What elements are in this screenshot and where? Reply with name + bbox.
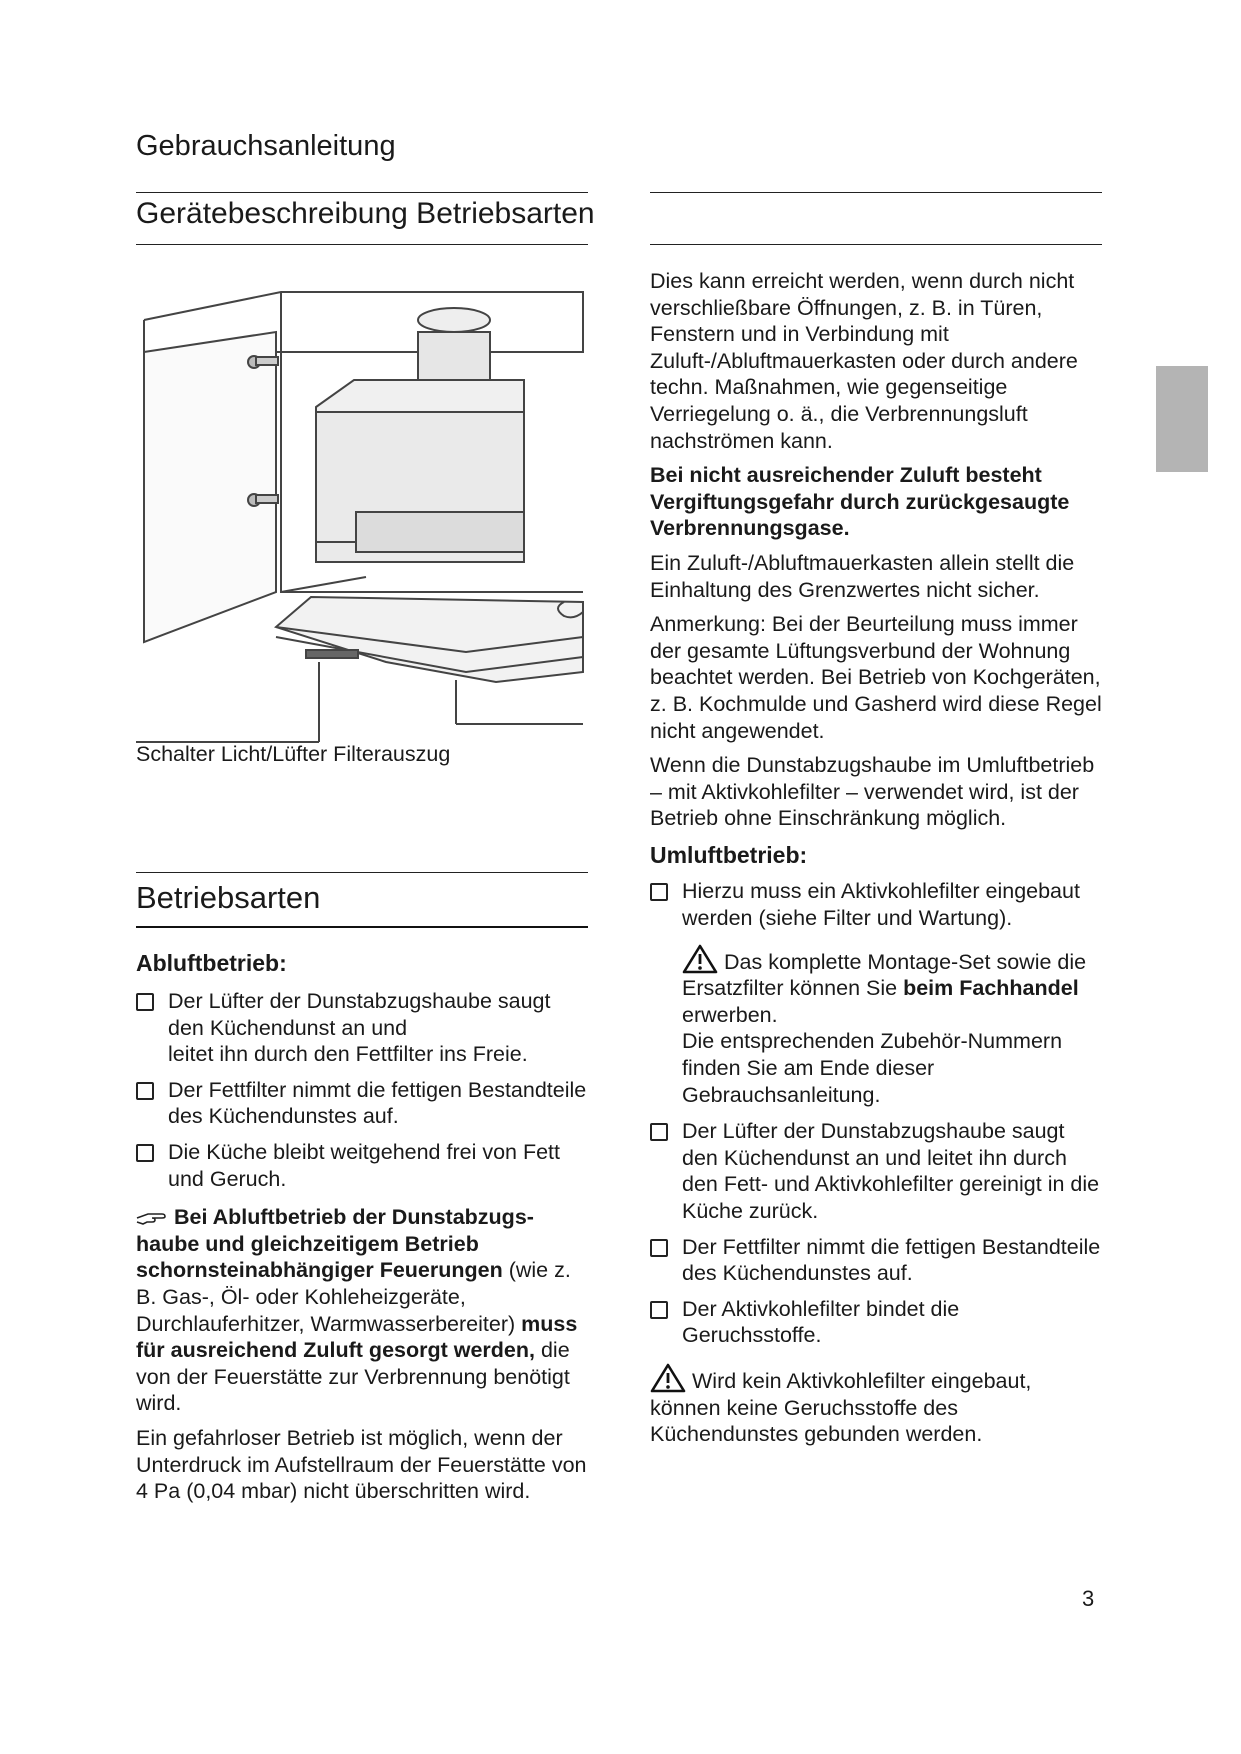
filter-drawer (276, 597, 583, 682)
checkbox-icon (136, 993, 154, 1011)
list-item: Der Lüfter der Dunstabzugshaube saugt den Küchendunst an und leitet ihn durch den Fettfilter ins Freie. (136, 988, 588, 1068)
paragraph: Ein Zuluft-/Abluftmauerkasten allein stellt die Einhaltung des Grenzwertes nicht sicher. (650, 550, 1075, 602)
list-item: Der Fettfilter nimmt die fettigen Bestandteile des Küchendunstes auf. (650, 1234, 1102, 1287)
checkbox-icon (136, 1144, 154, 1162)
accessory-warning: Das komplette Montage-Set sowie die Ersatzfilter können Sie beim Fachhandel erwerben. Die entsprechenden Zubehör-Nummern finden Sie am Ende dieser Gebrauchsanleitung. (650, 944, 1102, 1109)
divider (650, 244, 1102, 245)
divider (136, 926, 588, 928)
checkbox-icon (136, 1082, 154, 1100)
left-column-text (136, 988, 588, 1513)
document-title: Gebrauchsanleitung (136, 130, 396, 162)
list-item: Der Aktivkohlefilter bindet die Geruchsstoffe. (650, 1296, 1102, 1349)
checkbox-icon (650, 883, 668, 901)
divider (136, 192, 588, 193)
checkbox-icon (650, 1239, 668, 1257)
paragraph: Dies kann erreicht werden, wenn durch nicht verschließbare Öffnungen, z. B. in Türen, Fenstern und in Verbindung mit Zuluft-/Abluftmauerkasten oder durch andere techn. Maßnahmen, wie gegenseitige Verriegelung o. ä., die Verbrennungsluft nachströmen kann. (650, 269, 1078, 453)
duct-opening (418, 308, 490, 332)
hood-illustration (136, 262, 588, 752)
figure-caption: Schalter Licht/Lüfter Filterauszug (136, 742, 451, 766)
checkbox-icon (650, 1123, 668, 1141)
poison-warning: Bei nicht ausreichender Zuluft besteht Vergiftungsgefahr durch zurückgesaugte Verbrennungsgase. (650, 463, 1070, 541)
paragraph: Anmerkung: Bei der Beurteilung muss immer der gesamte Lüftungsverbund der Wohnung beachtet werden. Bei Betrieb von Kochgeräten, z. B. Kochmulde und Gasherd wird diese Regel nicht angewendet. (650, 612, 1102, 743)
section-heading-betriebsarten: Betriebsarten (136, 880, 321, 915)
divider (136, 244, 588, 245)
ventilation-note: Bei Abluftbetrieb der Dunstabzugs-haube und gleichzeitigem Betrieb schornsteinabhängiger Feuerungen (wie z. B. Gas-, Öl- oder Kohleheizgeräte, Durchlauferhitzer, Warmwasserbereiter) muss für ausreichend Zuluft gesorgt werden, die von der Feuerstätte zur Verbrennung benötigt wird. (136, 1205, 578, 1416)
list-item: Die Küche bleibt weitgehend frei von Fett und Geruch. (136, 1139, 588, 1192)
right-column-text (650, 268, 1102, 1456)
divider (650, 192, 1102, 193)
cabinet-door (144, 332, 276, 642)
page-number: 3 (1082, 1586, 1095, 1611)
list-item: Hierzu muss ein Aktivkohlefilter eingebaut werden (siehe Filter und Wartung). (650, 878, 1102, 931)
checkbox-icon (650, 1301, 668, 1319)
subheading-umluftbetrieb: Umluftbetrieb: (650, 841, 808, 868)
paragraph: Wenn die Dunstabzugshaube im Umluftbetrieb – mit Aktivkohlefilter – verwendet wird, ist der Betrieb ohne Einschränkung möglich. (650, 753, 1095, 831)
warning-triangle-icon (650, 1363, 686, 1393)
pointing-hand-icon (136, 1210, 166, 1226)
warning-triangle-icon (682, 944, 718, 974)
section-title: Gerätebeschreibung Betriebsarten (136, 197, 595, 230)
light-fan-switch (306, 650, 358, 658)
divider (136, 872, 588, 873)
side-tab (1156, 366, 1208, 472)
list-item: Der Lüfter der Dunstabzugshaube saugt den Küchendunst an und leitet ihn durch den Fett- und Aktivkohlefilter gereinigt in die Küche zurück. (650, 1118, 1102, 1224)
list-item: Der Fettfilter nimmt die fettigen Bestandteile des Küchendunstes auf. (136, 1077, 588, 1130)
no-filter-warning: Wird kein Aktivkohlefilter eingebaut, können keine Geruchsstoffe des Küchendunstes gebunden werden. (650, 1363, 1102, 1448)
safe-operation-paragraph: Ein gefahrloser Betrieb ist möglich, wenn der Unterdruck im Aufstellraum der Feuerstätte von 4 Pa (0,04 mbar) nicht überschritten wird. (136, 1425, 587, 1504)
subheading-abluftbetrieb: Abluftbetrieb: (136, 950, 287, 976)
